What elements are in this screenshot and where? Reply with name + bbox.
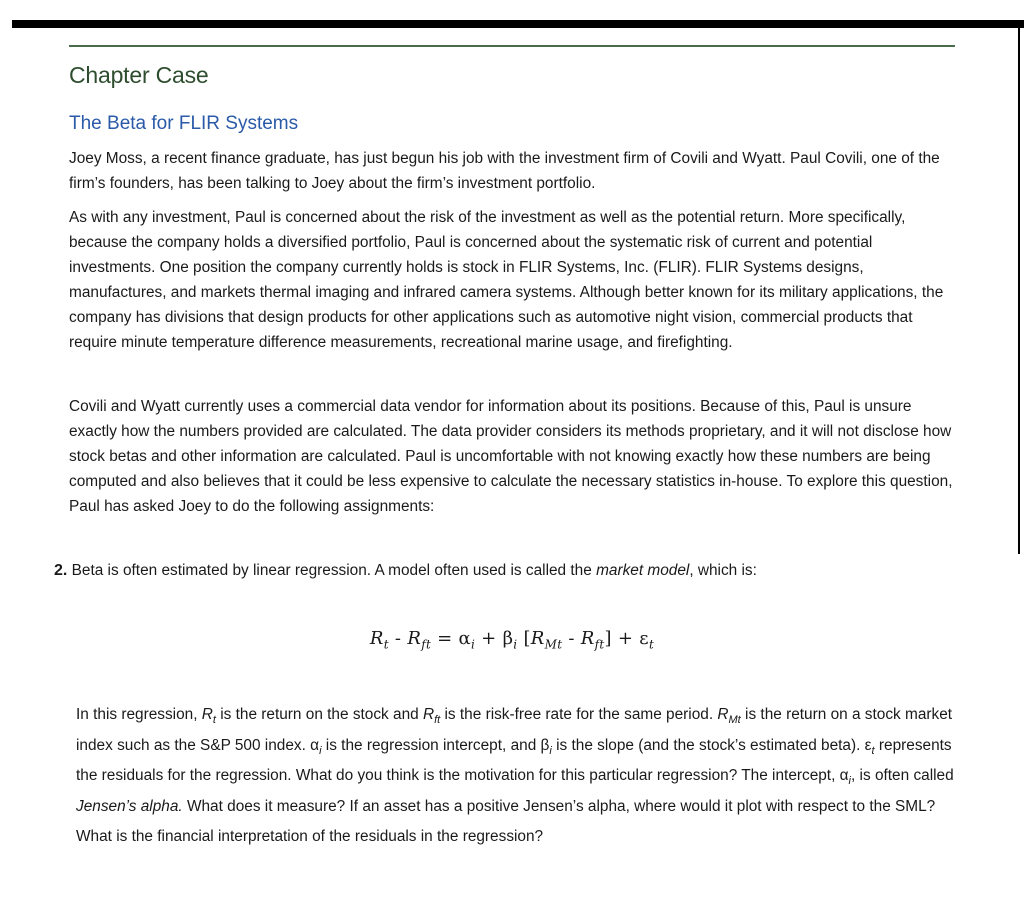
market-model-equation: $R_t - R_{ft} = \alpha_i + \beta_i$ $[R_{Mt} - R_{ft}] + \varepsilon_t$ (369, 628, 655, 652)
question-text: Beta is often estimated by linear regression. A model often used is called the (71, 562, 597, 579)
right-edge-line (1018, 24, 1020, 554)
section-rule (69, 45, 955, 47)
risk-paragraph: As with any investment, Paul is concerned about the risk of the investment as well as the potential return. More specifically, because the company holds a diversified portfolio, Paul is concerned about the systematic risk of current and potential investments. One position the company currently holds is stock in FLIR Systems, Inc. (FLIR). FLIR Systems designs, manufactures, and markets thermal imaging and infrared camera systems. Although better known for its military applications, the company has divisions that design products for other applications such as automotive night vision, commercial products that require minute temperature difference measurements, recreational marine usage, and firefighting. (69, 209, 944, 351)
case-title: The Beta for FLIR Systems (69, 113, 299, 134)
market-model-term: market model (596, 562, 690, 579)
regression-explanation: In this regression, $R_t$ is the return on the stock and $R_{ft}$ is the risk-free rate for the same period. $R_{Mt}$ is the return on a stock market index such as the S&P 500 index. $\alpha_i$ is the regression intercept, and $\beta_i$ is the slope (and the stock’s estimated beta). $\varepsilon_t$ represents the residuals for the regression. What do you think is the motivation for this particular regression? The intercept, $\alpha_i$, is often called Jensen’s alpha. What does it measure? If an asset has a positive Jensen’s alpha, where would it plot with respect to the SML? What is the financial interpretation of the residuals in the regression? (76, 706, 954, 845)
question-2 (54, 558, 974, 583)
question-number: 2. (54, 562, 68, 579)
intro-paragraph: Joey Moss, a recent finance graduate, has just begun his job with the investment firm of Covili and Wyatt. Paul Covili, one of the firm’s founders, has been talking to Joey about the firm’s investment portfolio. (69, 150, 940, 192)
question-text-end: , which is: (689, 562, 757, 579)
top-border-bar (12, 20, 1024, 28)
jensens-alpha-term: Jensen’s alpha. (76, 797, 183, 815)
chapter-title: Chapter Case (69, 62, 209, 88)
data-vendor-paragraph: Covili and Wyatt currently uses a commercial data vendor for information about its positions. Because of this, Paul is unsure exactly how the numbers provided are calculated. The data provider considers its methods proprietary, and it will not disclose how stock betas and other information are calculated. Paul is uncomfortable with not knowing exactly how these numbers are being computed and also believes that it could be less expensive to calculate the necessary statistics in-house. To explore this question, Paul has asked Joey to do the following assignments: (69, 398, 953, 515)
